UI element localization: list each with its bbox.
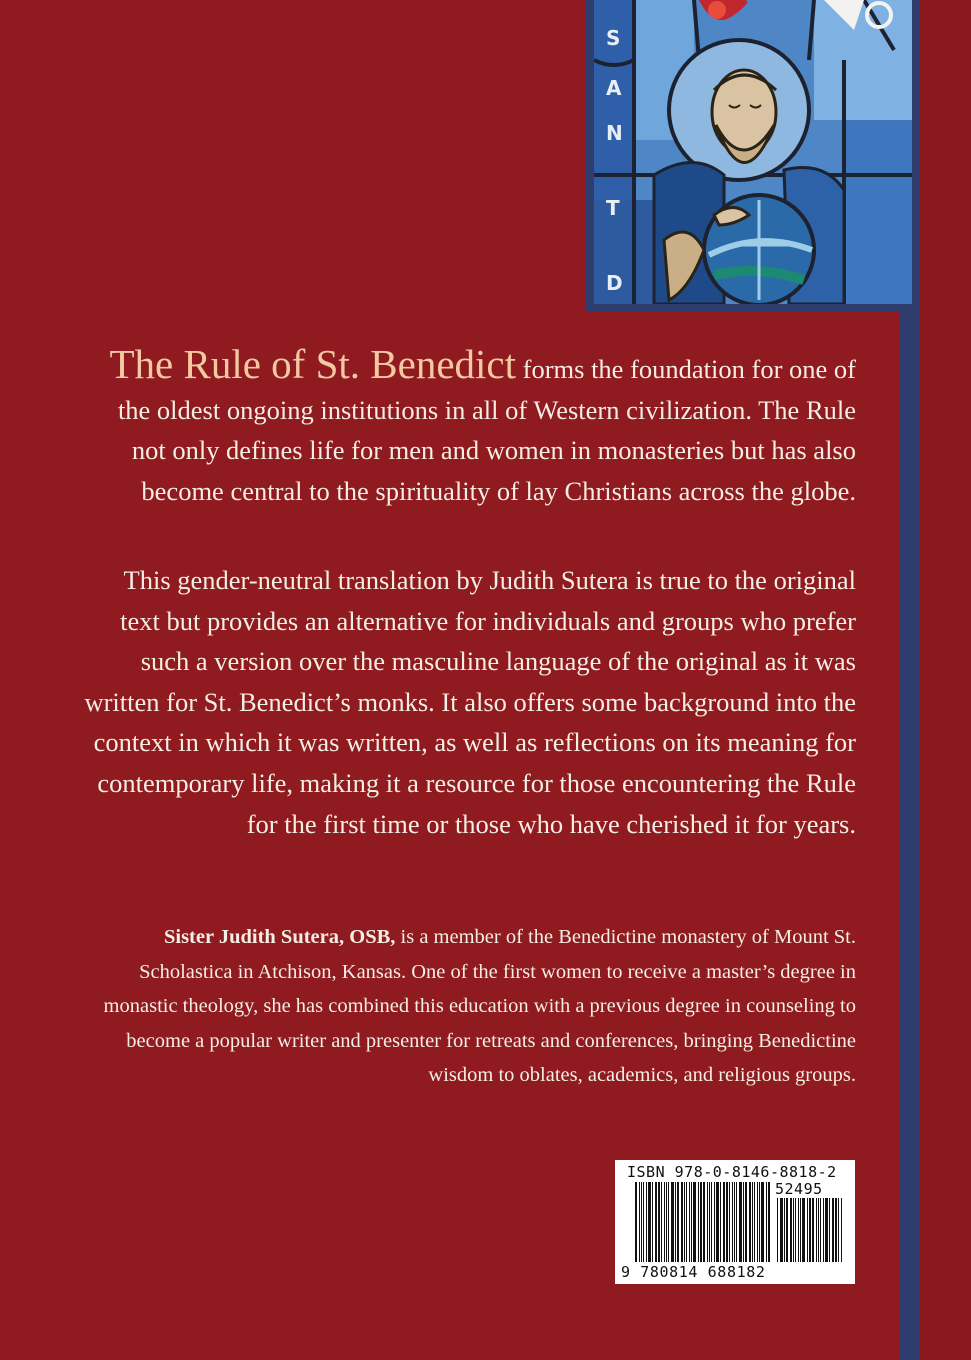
intro-text: forms the foundation for one of the oldest ongoing institutions in all of Western civilization. The Rule not only defines life for men and women in monasteries but has also become central to the spirituality of lay Christians across the globe. [117, 354, 856, 506]
ean-digits: 9 780814 688182 [621, 1263, 766, 1281]
addon-barcode-bars [777, 1198, 845, 1262]
barcode-bar [661, 1182, 662, 1262]
barcode-bar [689, 1182, 690, 1262]
barcode-bar [812, 1198, 814, 1262]
author-bio-text: is a member of the Benedictine monastery of Mount St. Scholastica in Atchison, Kansas. One of the first women to receive a master’s degree in monastic theology, she has combined this education with a previous degree in counseling to become a popular writer and presenter for retreats and conferences, bringing Benedictine wisdom to oblates, academics, and religious groups. [103, 926, 856, 1087]
barcode-bar [829, 1198, 830, 1262]
barcode-bar [646, 1182, 647, 1262]
barcode-bar [793, 1198, 794, 1262]
barcode-bar [802, 1198, 805, 1262]
barcode-bar [835, 1198, 837, 1262]
ean-barcode-bars [635, 1182, 773, 1262]
barcode-bar [698, 1182, 699, 1262]
barcode-bar [807, 1198, 808, 1262]
barcode-bar [726, 1182, 728, 1262]
spine-edge [920, 0, 971, 1360]
barcode-bar [749, 1182, 751, 1262]
barcode-bar [790, 1198, 792, 1262]
price-code: 52495 [775, 1180, 823, 1198]
barcode-bar [720, 1182, 721, 1262]
barcode-bar [798, 1198, 799, 1262]
svg-text:N: N [606, 121, 623, 145]
barcode-bar [700, 1182, 702, 1262]
barcode-bar [777, 1198, 778, 1262]
barcode-bar [709, 1182, 710, 1262]
barcode-bar [745, 1182, 747, 1262]
translation-paragraph: This gender-neutral translation by Judith Sutera is true to the original text but provides an alternative for individuals and groups who prefer such a version over the masculine language of the original as it was written for St. Benedict’s monks. It also offers some background into the context in which it was written, as well as reflections on its meaning for contemporary life, making it a resource for those encountering the Rule for the first time or those who have cherished it for years. [84, 565, 856, 839]
barcode-bar [711, 1182, 712, 1262]
barcode-bar [816, 1198, 817, 1262]
barcode-bar [655, 1182, 657, 1262]
barcode-bar [825, 1198, 828, 1262]
barcode-bar [841, 1198, 842, 1262]
svg-text:T: T [606, 196, 620, 220]
barcode-bar [820, 1198, 821, 1262]
svg-text:S: S [606, 26, 621, 50]
barcode-bar [759, 1182, 760, 1262]
isbn-label: ISBN 978-0-8146-8818-2 [627, 1163, 837, 1181]
barcode-bar [768, 1182, 770, 1262]
author-bio [84, 920, 856, 1093]
svg-text:A: A [606, 76, 622, 100]
barcode-bar [652, 1182, 653, 1262]
barcode-bar [716, 1182, 719, 1262]
barcode-bar [703, 1182, 705, 1262]
barcode-bar [723, 1182, 725, 1262]
barcode-bar [761, 1182, 764, 1262]
barcode-bar [714, 1182, 715, 1262]
barcode-bar [739, 1182, 742, 1262]
barcode-bar [668, 1182, 669, 1262]
barcode-bar [780, 1198, 783, 1262]
barcode-bar [635, 1182, 637, 1262]
barcode-bar [736, 1182, 737, 1262]
barcode-bar [766, 1182, 767, 1262]
barcode-bar [732, 1182, 733, 1262]
barcode-bar [809, 1198, 811, 1262]
barcode-bar [648, 1182, 651, 1262]
barcode-bar [691, 1182, 692, 1262]
barcode-bar [757, 1182, 758, 1262]
barcode-bar [743, 1182, 744, 1262]
barcode-bar [786, 1198, 788, 1262]
barcode-bar [818, 1198, 819, 1262]
barcode-bar [734, 1182, 735, 1262]
barcode-bar [729, 1182, 730, 1262]
barcode-bar [800, 1198, 801, 1262]
barcode-bar [693, 1182, 696, 1262]
barcode-bar [677, 1182, 679, 1262]
barcode-bar [784, 1198, 785, 1262]
barcode [615, 1160, 855, 1284]
barcode-bar [823, 1198, 824, 1262]
barcode-bar [684, 1182, 685, 1262]
barcode-bar [838, 1198, 839, 1262]
barcode-bar [754, 1182, 755, 1262]
barcode-bar [671, 1182, 674, 1262]
svg-text:D: D [606, 271, 623, 295]
intro-paragraph [80, 341, 856, 511]
barcode-bar [681, 1182, 683, 1262]
barcode-bar [707, 1182, 708, 1262]
barcode-bar [641, 1182, 642, 1262]
barcode-bar [658, 1182, 660, 1262]
barcode-bar [664, 1182, 665, 1262]
author-name: Sister Judith Sutera, OSB, [163, 926, 396, 948]
book-title: The Rule of St. Benedict [109, 341, 516, 387]
barcode-bar [639, 1182, 640, 1262]
barcode-bar [643, 1182, 644, 1262]
barcode-bar [666, 1182, 667, 1262]
barcode-bar [752, 1182, 753, 1262]
barcode-bar [686, 1182, 687, 1262]
stained-glass-saint-icon [594, 0, 912, 304]
barcode-bar [832, 1198, 834, 1262]
barcode-bar [675, 1182, 676, 1262]
barcode-bar [795, 1198, 796, 1262]
